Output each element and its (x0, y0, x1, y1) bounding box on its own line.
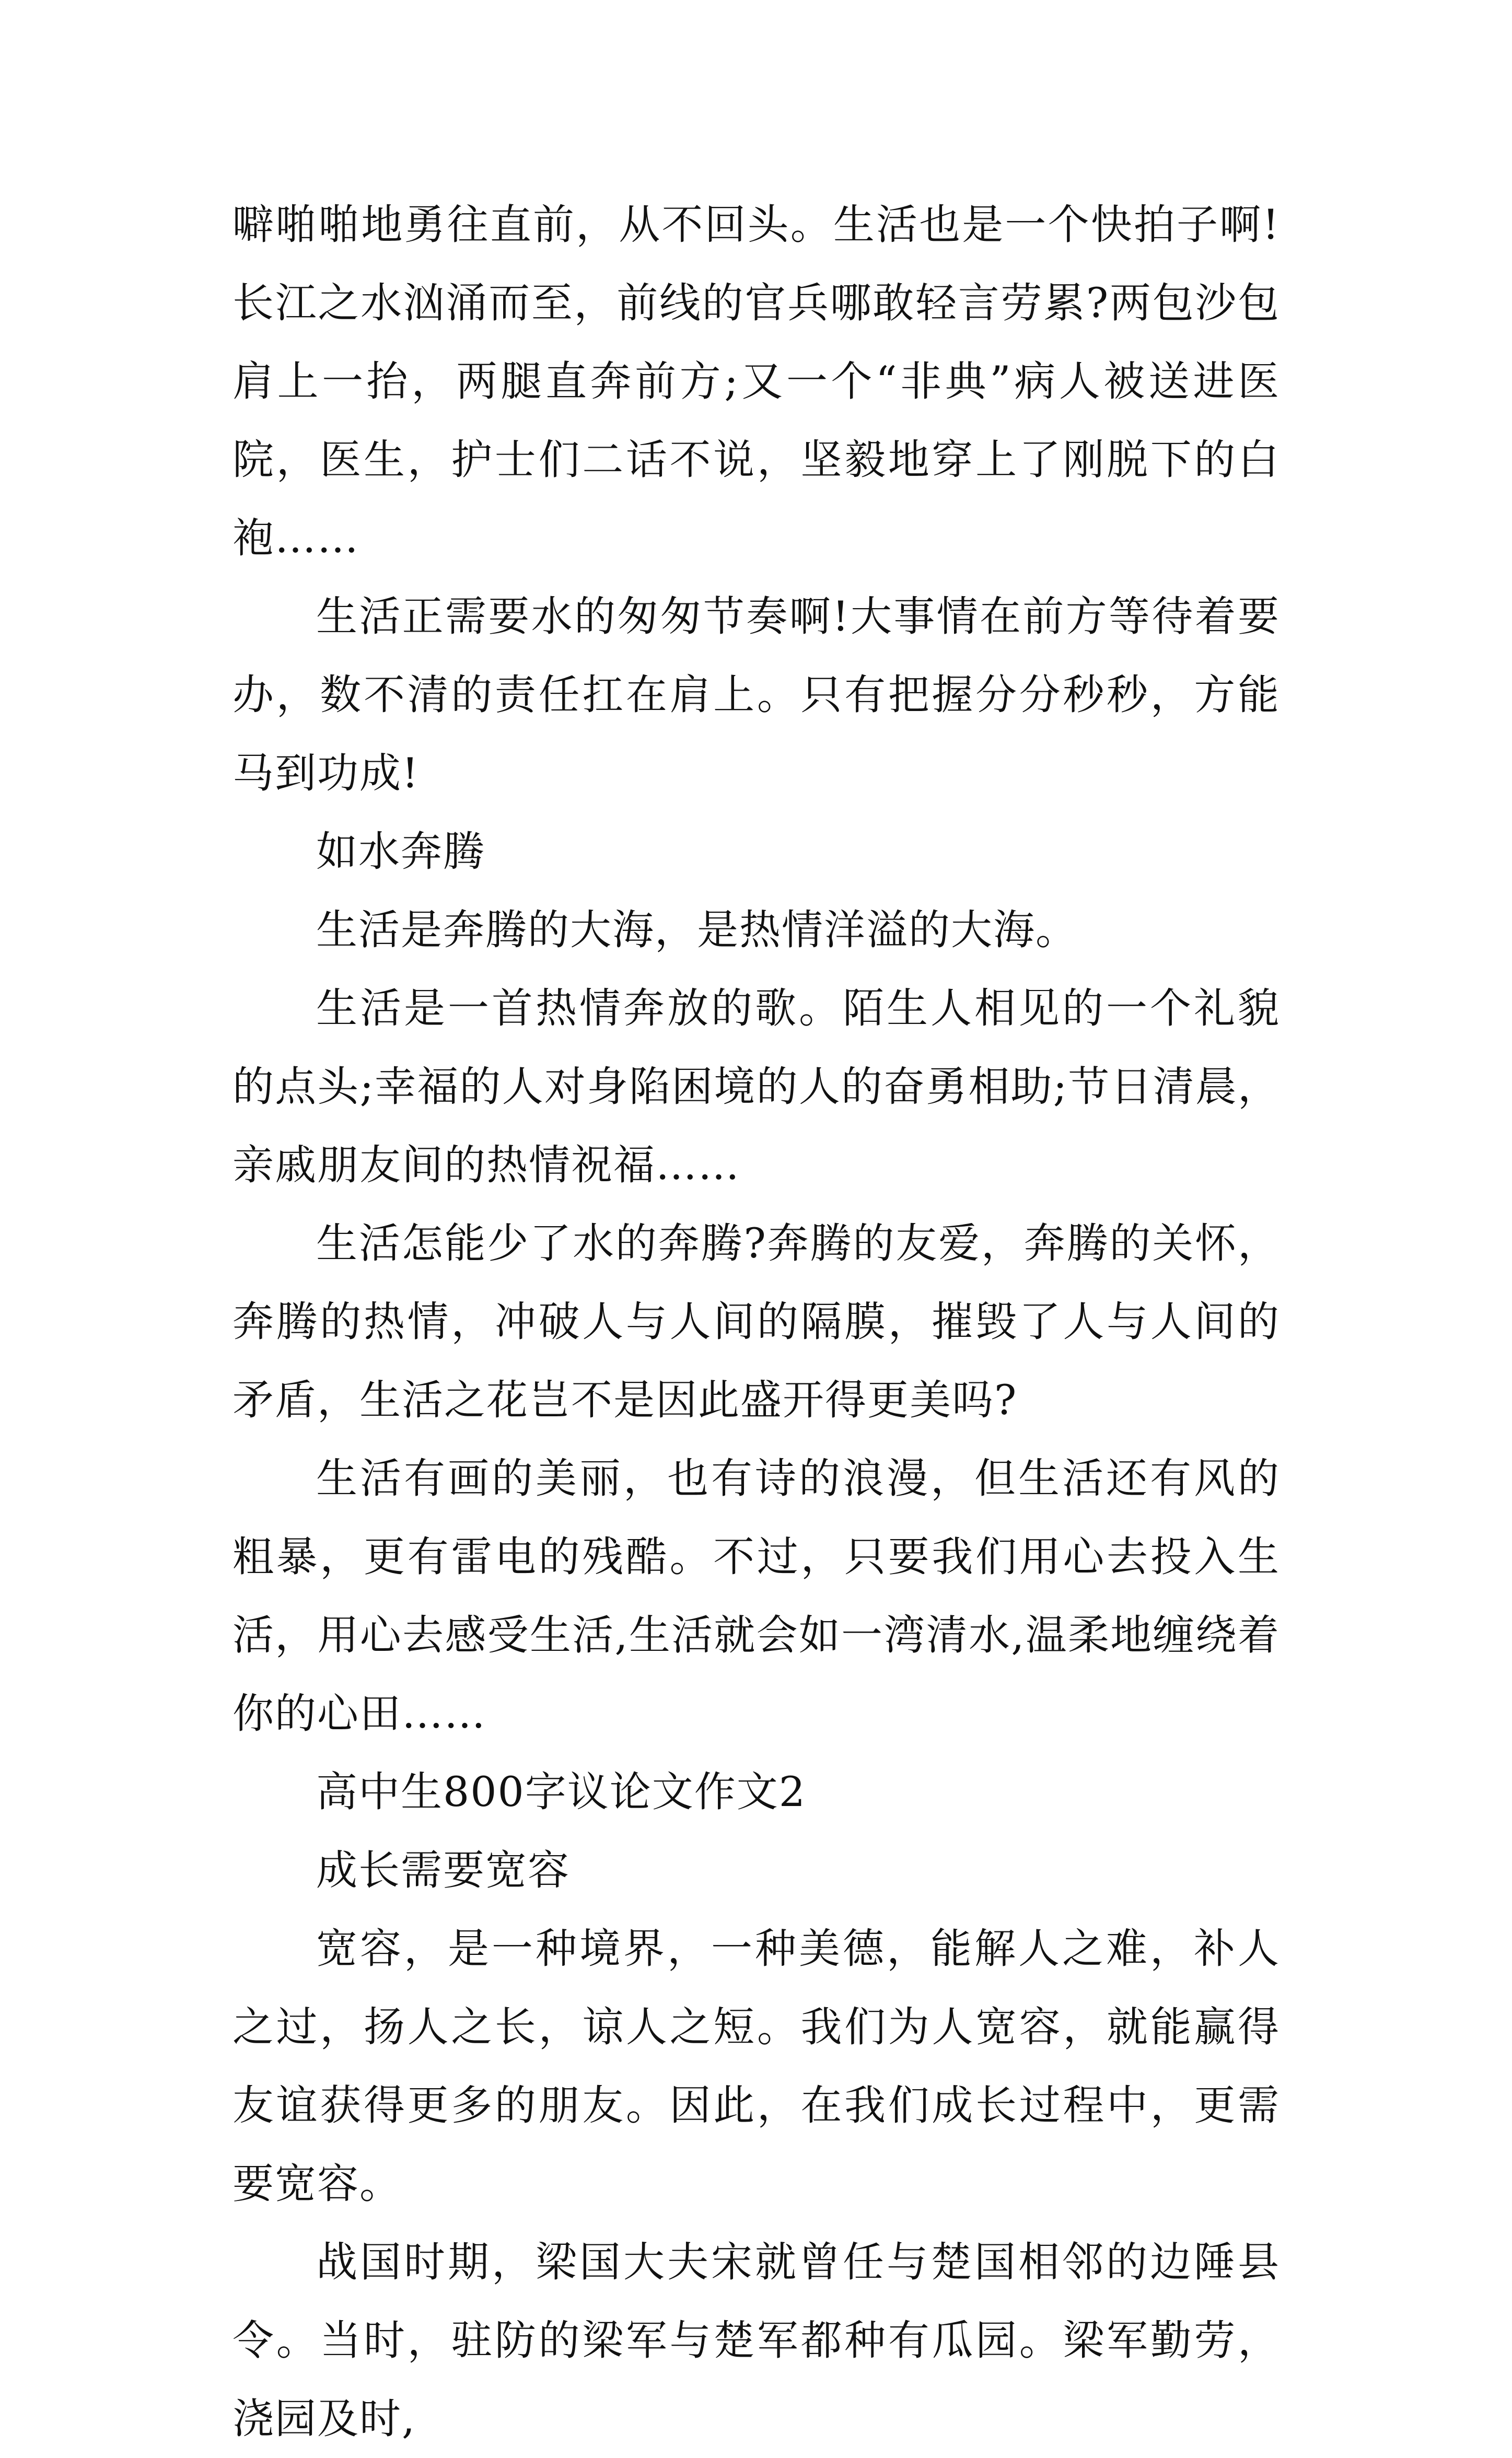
paragraph: 生活是一首热情奔放的歌。陌生人相见的一个礼貌的点头;幸福的人对身陷困境的人的奋勇相助;节日清晨，亲戚朋友间的热情祝福…… (232, 984, 1280, 1189)
section-heading: 成长需要宽容 (316, 1846, 570, 1894)
paragraph: 生活是奔腾的大海，是热情洋溢的大海。 (316, 906, 1078, 954)
paragraph-continued: 噼啪啪地勇往直前，从不回头。生活也是一个快拍子啊!长江之水汹涌而至，前线的官兵哪敢轻言劳累?两包沙包肩上一抬，两腿直奔前方;又一个“非典”病人被送进医院，医生，护士们二话不说，坚毅地穿上了刚脱下的白袍…… (232, 201, 1280, 562)
paragraph: 宽容，是一种境界，一种美德，能解人之难，补人之过，扬人之长，谅人之短。我们为人宽容，就能赢得友谊获得更多的朋友。因此，在我们成长过程中，更需要宽容。 (232, 1925, 1280, 2208)
paragraph: 战国时期，梁国大夫宋就曾任与楚国相邻的边陲县令。当时，驻防的梁军与楚军都种有瓜园。梁军勤劳，浇园及时, (232, 2238, 1280, 2443)
paragraph: 生活怎能少了水的奔腾?奔腾的友爱，奔腾的关怀，奔腾的热情，冲破人与人间的隔膜，摧毁了人与人间的矛盾，生活之花岂不是因此盛开得更美吗? (232, 1219, 1280, 1424)
section-heading: 如水奔腾 (316, 828, 485, 876)
document-page (232, 185, 1280, 2458)
paragraph: 生活正需要水的匆匆节奏啊!大事情在前方等待着要办，数不清的责任扛在肩上。只有把握分分秒秒，方能马到功成! (232, 592, 1280, 797)
essay-title: 高中生800字议论文作文2 (316, 1768, 807, 1816)
paragraph: 生活有画的美丽，也有诗的浪漫，但生活还有风的粗暴，更有雷电的残酷。不过，只要我们用心去投入生活，用心去感受生活,生活就会如一湾清水,温柔地缠绕着你的心田…… (232, 1454, 1280, 1738)
